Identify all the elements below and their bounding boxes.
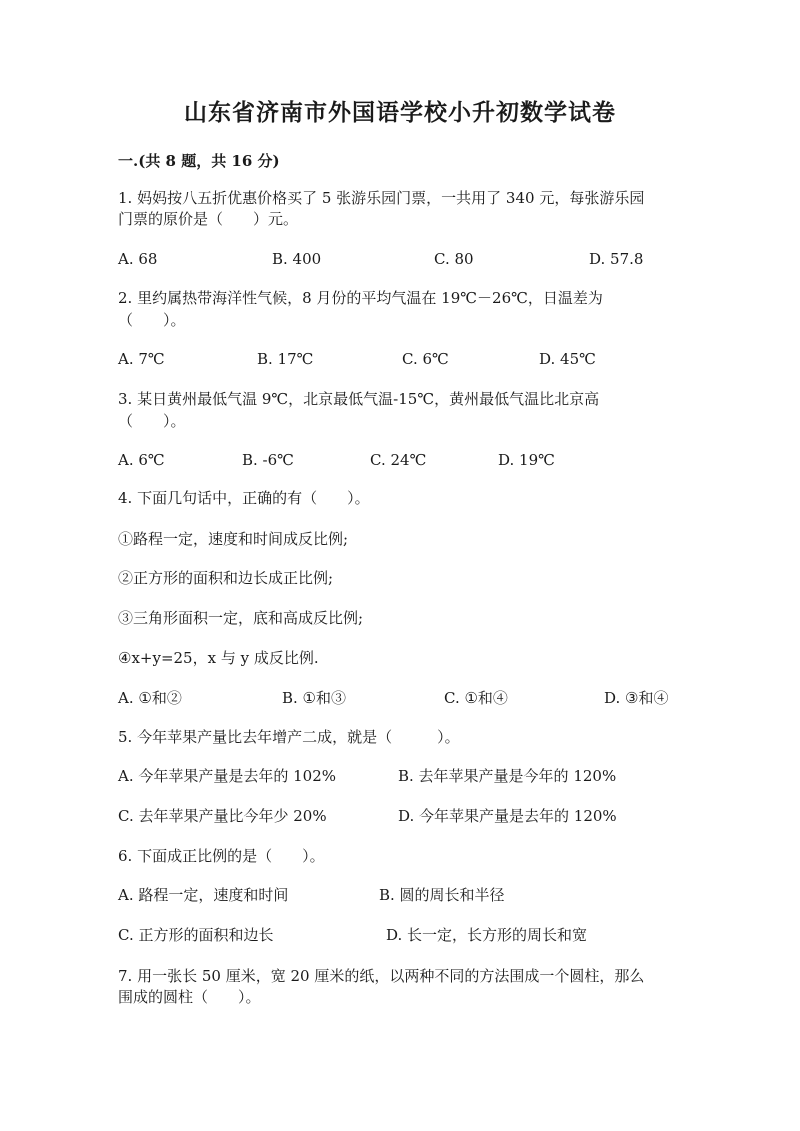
question-5-option-a: A. 今年苹果产量是去年的 102%	[118, 767, 337, 785]
question-4-statement-4: ④x+y=25，x 与 y 成反比例.	[118, 649, 319, 667]
question-3-option-a: A. 6℃	[118, 451, 165, 469]
question-6-line-1: 6. 下面成正比例的是（ ）。	[118, 847, 325, 865]
question-2-option-b: B. 17℃	[257, 350, 314, 368]
question-1-option-c: C. 80	[434, 250, 474, 268]
question-1-option-a: A. 68	[118, 250, 158, 268]
question-3-option-d: D. 19℃	[498, 451, 555, 469]
question-1-line-1: 1. 妈妈按八五折优惠价格买了 5 张游乐园门票，一共用了 340 元，每张游乐园	[118, 189, 645, 207]
question-3-line-2: （ ）。	[118, 412, 186, 430]
question-4-option-b: B. ①和③	[282, 689, 347, 707]
question-5-option-b: B. 去年苹果产量是今年的 120%	[398, 767, 617, 785]
exam-title: 山东省济南市外国语学校小升初数学试卷	[184, 99, 616, 126]
question-1-option-b: B. 400	[272, 250, 322, 268]
question-5-option-c: C. 去年苹果产量比今年少 20%	[118, 807, 327, 825]
question-2-line-1: 2. 里约属热带海洋性气候，8 月份的平均气温在 19℃－26℃，日温差为	[118, 289, 603, 307]
question-4-option-a: A. ①和②	[118, 689, 182, 707]
question-2-option-d: D. 45℃	[539, 350, 596, 368]
question-4-option-d: D. ③和④	[604, 689, 669, 707]
question-5-line-1: 5. 今年苹果产量比去年增产二成，就是（ ）。	[118, 728, 460, 746]
section-heading: 一.(共 8 题，共 16 分)	[118, 152, 280, 170]
question-6-option-a: A. 路程一定，速度和时间	[118, 886, 289, 904]
question-4-statement-3: ③三角形面积一定，底和高成反比例;	[118, 609, 364, 627]
question-1-option-d: D. 57.8	[589, 250, 644, 268]
question-6-option-b: B. 圆的周长和半径	[379, 886, 505, 904]
question-5-option-d: D. 今年苹果产量是去年的 120%	[398, 807, 617, 825]
question-1-line-2: 门票的原价是（ ）元。	[118, 210, 299, 228]
question-6-option-d: D. 长一定，长方形的周长和宽	[386, 926, 588, 944]
question-7-line-2: 围成的圆柱（ ）。	[118, 988, 261, 1006]
question-4-statement-1: ①路程一定，速度和时间成反比例;	[118, 530, 349, 548]
question-4-statement-2: ②正方形的面积和边长成正比例;	[118, 569, 334, 587]
question-2-option-a: A. 7℃	[118, 350, 165, 368]
question-4-option-c: C. ①和④	[444, 689, 508, 707]
question-3-line-1: 3. 某日黄州最低气温 9℃，北京最低气温-15℃，黄州最低气温比北京高	[118, 390, 600, 408]
question-6-option-c: C. 正方形的面积和边长	[118, 926, 274, 944]
question-4-line-1: 4. 下面几句话中，正确的有（ ）。	[118, 489, 370, 507]
question-7-line-1: 7. 用一张长 50 厘米，宽 20 厘米的纸，以两种不同的方法围成一个圆柱，那么	[118, 967, 645, 985]
question-2-option-c: C. 6℃	[402, 350, 449, 368]
question-3-option-c: C. 24℃	[370, 451, 427, 469]
question-3-option-b: B. -6℃	[242, 451, 294, 469]
question-2-line-2: （ ）。	[118, 311, 186, 329]
